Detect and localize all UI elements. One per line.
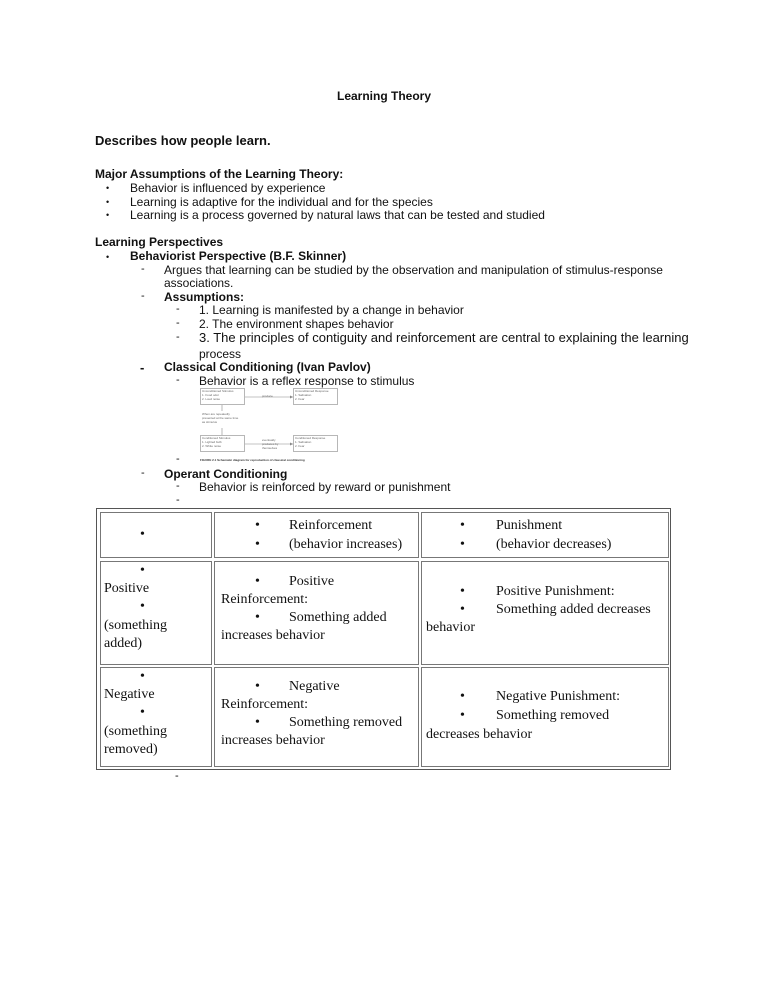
dash-marker: -: [176, 303, 180, 315]
table-bullet: •: [255, 537, 260, 552]
positive-label: Positive: [104, 581, 150, 596]
assumption-item-1: Behavior is influenced by experience: [130, 181, 326, 195]
table-bullet: •: [460, 689, 465, 704]
diagram-box4-item: 2. Fear: [295, 444, 305, 448]
positive-desc-line1: (something: [104, 618, 167, 633]
table-header-punishment: [421, 512, 669, 558]
negative-punishment-line2: Something removed: [496, 708, 610, 723]
negative-punishment-cell: [421, 667, 669, 767]
classical-title: Classical Conditioning (Ivan Pavlov): [164, 360, 371, 374]
diagram-box4-item: 1. Salivation: [295, 440, 312, 444]
table-bullet: •: [140, 599, 145, 614]
behaviorist-desc-line1: Argues that learning can be studied by the observation and manipulation of stimulus-response: [164, 263, 663, 277]
positive-punishment-line2: Something added decreases: [496, 602, 651, 617]
diagram-box3-title: Conditioned Stimulus: [202, 436, 231, 440]
operant-desc: Behavior is reinforced by reward or punishment: [199, 480, 451, 494]
diagram-paired-note: as stimulus: [202, 420, 218, 424]
diagram-box2-item: 2. Fear: [295, 397, 305, 401]
diagram-paired-note: When are repeatedly: [202, 412, 230, 416]
table-bullet: •: [460, 537, 465, 552]
diagram-box3-item: 1. Lighted bulb: [202, 440, 222, 444]
negative-label: Negative: [104, 687, 155, 702]
dash-marker: -: [176, 494, 180, 506]
dash-marker: -: [176, 453, 180, 465]
positive-reinforcement-cell: [214, 561, 419, 665]
negative-desc-line1: (something: [104, 724, 167, 739]
table-header-corner: [100, 512, 212, 558]
diagram-box1-title: Unconditioned Stimulus: [202, 389, 234, 393]
diagram-produce-label: produce: [262, 394, 273, 398]
bullet-marker: •: [106, 210, 110, 220]
table-bullet: •: [255, 574, 260, 589]
positive-punishment-cell: [421, 561, 669, 665]
table-bullet: •: [140, 705, 145, 720]
positive-reinforcement-line4: increases behavior: [221, 628, 325, 643]
assumption-item-2: Learning is adaptive for the individual and for the species: [130, 195, 433, 209]
table-bullet: •: [140, 563, 145, 578]
dash-marker: -: [176, 480, 180, 492]
operant-title: Operant Conditioning: [164, 467, 288, 481]
negative-reinforcement-line4: increases behavior: [221, 733, 325, 748]
table-bullet: •: [460, 602, 465, 617]
diagram-eventually-label: eventually: [262, 438, 276, 442]
diagram-paired-note: presented at the same time: [202, 416, 239, 420]
assumption-3-line1: 3. The principles of contiguity and reinforcement are central to explaining the learning: [199, 330, 689, 345]
dash-marker: -: [176, 331, 180, 343]
dash-marker: -: [176, 317, 180, 329]
dash-marker: -: [141, 290, 145, 302]
bullet-marker: •: [106, 183, 110, 193]
table-header-reinforcement: [214, 512, 419, 558]
diagram-box3-item: 2. White noise: [202, 444, 222, 448]
bullet-marker: •: [106, 252, 110, 262]
dash-marker: -: [140, 360, 145, 375]
diagram-box1-item: 2. Loud noise: [202, 397, 221, 401]
punishment-header: Punishment: [496, 518, 563, 533]
classical-conditioning-diagram: [200, 386, 342, 466]
assumption-1: 1. Learning is manifested by a change in behavior: [199, 303, 464, 317]
subtitle: Describes how people learn.: [95, 133, 271, 148]
table-bullet: •: [255, 679, 260, 694]
positive-punishment-line1: Positive Punishment:: [496, 584, 615, 599]
conditioning-table: [96, 508, 671, 770]
table-bullet: •: [460, 518, 465, 533]
assumptions-label: Assumptions:: [164, 290, 245, 304]
diagram-box2-item: 1. Salivation: [295, 393, 312, 397]
table-bullet: •: [460, 708, 465, 723]
table-row-label-positive: [100, 561, 212, 665]
dash-marker: -: [175, 770, 179, 782]
behaviorist-desc-line2: associations.: [164, 276, 234, 290]
bullet-marker: •: [106, 197, 110, 207]
dash-marker: -: [141, 263, 145, 275]
positive-reinforcement-line1: Positive: [289, 574, 335, 589]
diagram-box4-title: Conditioned Response: [295, 436, 326, 440]
assumptions-heading: Major Assumptions of the Learning Theory:: [95, 167, 344, 181]
punishment-subheader: (behavior decreases): [496, 537, 612, 552]
assumption-item-3: Learning is a process governed by natural laws that can be tested and studied: [130, 208, 545, 222]
perspectives-heading: Learning Perspectives: [95, 235, 224, 249]
table-bullet: •: [255, 715, 260, 730]
table-bullet: •: [460, 584, 465, 599]
diagram-caption: FIGURE 2.1 Schematic diagram for reproduction of classical conditioning: [200, 458, 305, 462]
page-title: Learning Theory: [336, 89, 431, 103]
positive-desc-line2: added): [104, 636, 143, 651]
assumption-3-line2: process: [199, 347, 242, 361]
assumption-2: 2. The environment shapes behavior: [199, 317, 394, 331]
negative-reinforcement-cell: [214, 667, 419, 767]
classical-desc: Behavior is a reflex response to stimulus: [199, 374, 415, 388]
table-bullet: •: [255, 610, 260, 625]
diagram-eventually-label: produces by: [262, 442, 279, 446]
dash-marker: -: [176, 374, 180, 386]
reinforcement-header: Reinforcement: [289, 518, 373, 533]
negative-punishment-line1: Negative Punishment:: [496, 689, 621, 704]
positive-reinforcement-line3: Something added: [289, 610, 387, 625]
table-bullet: •: [255, 518, 260, 533]
table-bullet: •: [140, 527, 145, 542]
positive-reinforcement-line2: Reinforcement:: [221, 592, 309, 607]
negative-reinforcement-line2: Reinforcement:: [221, 697, 309, 712]
behaviorist-title: Behaviorist Perspective (B.F. Skinner): [130, 249, 347, 263]
negative-reinforcement-line1: Negative: [289, 679, 340, 694]
negative-reinforcement-line3: Something removed: [289, 715, 403, 730]
table-bullet: •: [140, 669, 145, 684]
diagram-box1-item: 1. Food odor: [202, 393, 220, 397]
positive-punishment-line3: behavior: [426, 620, 475, 635]
negative-punishment-line3: decreases behavior: [426, 727, 533, 742]
table-row-label-negative: [100, 667, 212, 767]
diagram-box2-title: Unconditioned Response: [295, 389, 329, 393]
reinforcement-subheader: (behavior increases): [289, 537, 403, 552]
negative-desc-line2: removed): [104, 742, 158, 757]
dash-marker: -: [141, 467, 145, 479]
diagram-eventually-label: themselves: [262, 446, 278, 450]
